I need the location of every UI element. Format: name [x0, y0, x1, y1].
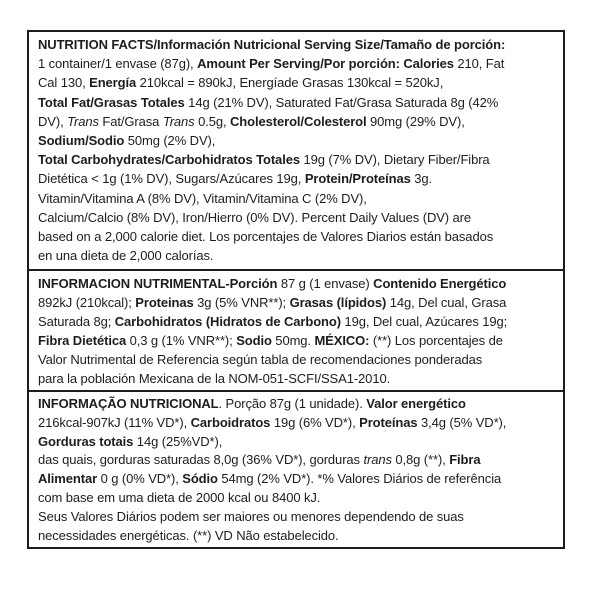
label-text: 0 g (0% VD*), [97, 471, 183, 487]
label-bold-text: Cholesterol/Colesterol [230, 113, 367, 129]
section-mexico-informacion-nutrimental [29, 271, 563, 392]
label-text-line [38, 227, 557, 246]
label-text: 0,8g (**), [391, 452, 450, 468]
label-bold-text: Amount Per Serving/Por porción: Calories [197, 56, 454, 72]
label-text-line [38, 54, 557, 73]
label-text: 14g (25%VD*), [133, 433, 223, 449]
label-bold-text: INFORMAÇÃO NUTRICIONAL [38, 396, 219, 411]
label-text: das quais, gorduras saturadas 8,0g (36% VD*), gorduras [38, 452, 364, 468]
label-bold-text: Proteínas [359, 414, 418, 430]
label-text: 14g, Del cual, Grasa [386, 295, 507, 310]
label-bold-text: Contenido Energético [373, 276, 507, 291]
label-text-line [38, 35, 557, 54]
label-text: 1 container/1 envase (87g), [38, 56, 198, 72]
label-text-line [38, 246, 557, 265]
label-text-line [38, 189, 557, 208]
label-text: based on a 2,000 calorie diet. Los porcentajes de Valores Diarios están basados [38, 229, 494, 245]
label-text-line [38, 112, 557, 131]
label-text: necessidades energéticas. (**) VD Não estabelecido. [38, 527, 339, 543]
label-text-line [38, 208, 557, 227]
label-bold-text: Carbohidratos (Hidratos de Carbono) [114, 314, 341, 329]
label-text-line [38, 470, 557, 489]
label-bold-text: Sódio [182, 471, 218, 487]
label-text: 3g. [410, 171, 433, 187]
label-text: 892kJ (210kcal); [38, 295, 136, 310]
label-italic-text: Trans [67, 113, 99, 129]
label-text-line [38, 433, 557, 452]
label-text: 50mg (2% DV), [124, 133, 216, 149]
label-text-line [38, 312, 557, 331]
label-text: (**) Los porcentajes de [369, 333, 503, 348]
label-text-line [38, 274, 557, 293]
label-text: 14g (21% DV), Saturated Fat/Grasa Saturada 8g (42% [184, 94, 499, 110]
label-text: 0.5g, [194, 113, 231, 129]
label-text-line [38, 369, 557, 388]
label-text-line [38, 150, 557, 169]
label-bold-text: Sodio [236, 333, 272, 348]
label-text-line [38, 527, 557, 545]
label-text-line [38, 395, 557, 414]
label-text: Saturada 8g; [38, 314, 115, 329]
label-text-line [38, 508, 557, 527]
label-bold-text: Total Carbohydrates/Carbohidratos Totales [38, 152, 300, 168]
label-text: com base em uma dieta de 2000 kcal ou 8400 kJ. [38, 489, 321, 505]
label-text: Seus Valores Diários podem ser maiores ou menores dependendo de suas [38, 508, 464, 524]
label-text: para la población Mexicana de la NOM-051-SCFI/SSA1-2010. [38, 371, 391, 386]
label-text: Vitamin/Vitamina A (8% DV), Vitamin/Vitamina C (2% DV), [38, 190, 367, 206]
label-text: 87 g (1 envase) [277, 276, 374, 291]
label-bold-text: Proteinas [135, 295, 194, 310]
label-bold-text: Fibra Dietética [38, 333, 127, 348]
label-text: 3,4g (5% VD*), [417, 414, 507, 430]
label-bold-text: Grasas (lípidos) [289, 295, 387, 310]
label-text-line [38, 451, 557, 470]
label-text: Cal 130, [38, 75, 90, 91]
label-bold-text: Protein/Proteínas [304, 171, 411, 187]
label-bold-text: Alimentar [38, 471, 98, 487]
label-text: 210kcal = 890kJ, Energíade Grasas 130kcal = 520kJ, [136, 75, 444, 91]
label-text-line [38, 169, 557, 188]
label-text: Dietética < 1g (1% DV), Sugars/Azúcares 19g, [38, 171, 305, 187]
label-text: 54mg (2% VD*). *% Valores Diários de referência [217, 471, 502, 487]
label-text: 3g (5% VNR**); [193, 295, 290, 310]
label-text: Calcium/Calcio (8% DV), Iron/Hierro (0% DV). Percent Daily Values (DV) are [38, 209, 472, 225]
nutrition-label [27, 30, 565, 549]
label-bold-text: Energía [89, 75, 137, 91]
label-text: Fat/Grasa [98, 113, 163, 129]
label-text: 0,3 g (1% VNR**); [126, 333, 237, 348]
label-bold-text: Fibra [449, 452, 481, 468]
label-text: 19g, Del cual, Azúcares 19g; [340, 314, 508, 329]
label-text-line [38, 73, 557, 92]
label-text-line [38, 414, 557, 433]
label-text: . Porção 87g (1 unidade). [218, 396, 367, 411]
label-bold-text: Carboidratos [190, 414, 271, 430]
label-text: 19g (6% VD*), [270, 414, 360, 430]
label-text: 19g (7% DV), Dietary Fiber/Fibra [299, 152, 490, 168]
label-text: Valor Nutrimental de Referencia según tabla de recomendaciones ponderadas [38, 352, 483, 367]
label-text-line [38, 350, 557, 369]
label-text: 216kcal-907kJ (11% VD*), [38, 414, 191, 430]
label-bold-text: INFORMACION NUTRIMENTAL-Porción [38, 276, 278, 291]
label-italic-text: Trans [162, 113, 195, 129]
section-us-nutrition-facts [29, 32, 563, 271]
label-text: 50mg. [271, 333, 315, 348]
label-bold-text: Sodium/Sodio [38, 133, 125, 149]
label-text-line [38, 131, 557, 150]
label-text: 210, Fat [453, 56, 505, 72]
label-bold-text: NUTRITION FACTS/Información Nutricional Serving Size/Tamaño de porción: [38, 37, 506, 52]
label-text-line [38, 489, 557, 508]
label-text: en una dieta de 2,000 calorías. [38, 248, 214, 264]
label-italic-text: trans [363, 452, 392, 468]
label-bold-text: Gorduras totais [38, 433, 134, 449]
label-bold-text: MÉXICO: [314, 333, 370, 348]
section-brazil-informacao-nutricional [29, 392, 563, 545]
label-text-line [38, 293, 557, 312]
label-text: 90mg (29% DV), [366, 113, 465, 129]
label-text: DV), [38, 113, 68, 129]
label-bold-text: Total Fat/Grasas Totales [38, 94, 185, 110]
label-text-line [38, 331, 557, 350]
label-bold-text: Valor energético [366, 396, 466, 411]
label-text-line [38, 93, 557, 112]
